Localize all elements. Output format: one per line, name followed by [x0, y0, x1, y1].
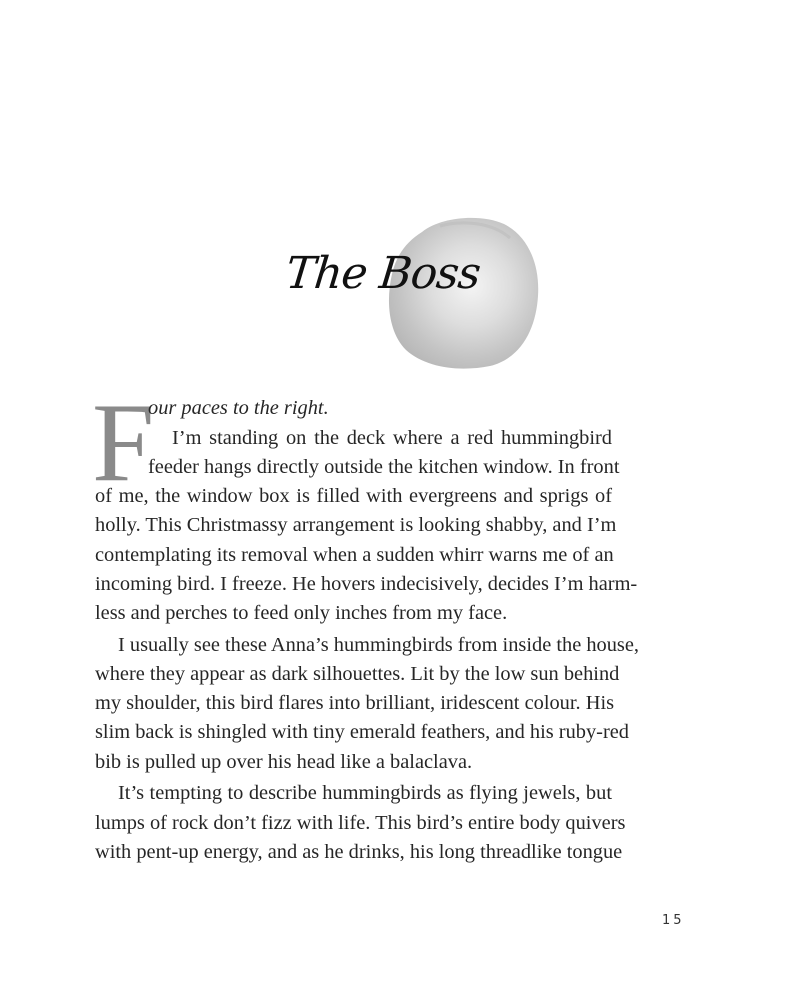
- drop-cap: F: [92, 381, 155, 505]
- body-line: our paces to the right.: [148, 397, 329, 419]
- body-line: I usually see these Anna’s hummingbirds from inside the house,: [118, 634, 640, 656]
- body-line: bib is pulled up over his head like a balaclava.: [95, 751, 473, 773]
- body-line: holly. This Christmassy arrangement is looking shabby, and I’m: [95, 514, 617, 536]
- body-line: slim back is shingled with tiny emerald feathers, and his ruby-red: [95, 721, 629, 743]
- body-line: incoming bird. I freeze. He hovers indecisively, decides I’m harm-: [95, 573, 638, 595]
- body-line: less and perches to feed only inches from my face.: [95, 602, 508, 624]
- page-number: 15: [662, 913, 685, 928]
- body-line: my shoulder, this bird flares into brilliant, iridescent colour. His: [95, 692, 615, 714]
- body-line: feeder hangs directly outside the kitchen window. In front: [148, 456, 620, 478]
- body-line: where they appear as dark silhouettes. Lit by the low sun behind: [95, 663, 620, 685]
- body-line: I’m standing on the deck where a red hummingbird: [172, 427, 612, 449]
- body-line: of me, the window box is filled with evergreens and sprigs of: [95, 485, 612, 507]
- body-line: lumps of rock don’t fizz with life. This bird’s entire body quivers: [95, 812, 626, 834]
- body-line: It’s tempting to describe hummingbirds as flying jewels, but: [118, 782, 612, 804]
- chapter-title: The Boss: [283, 248, 483, 299]
- body-line: contemplating its removal when a sudden whirr warns me of an: [95, 544, 614, 566]
- body-line: with pent-up energy, and as he drinks, his long threadlike tongue: [95, 841, 623, 863]
